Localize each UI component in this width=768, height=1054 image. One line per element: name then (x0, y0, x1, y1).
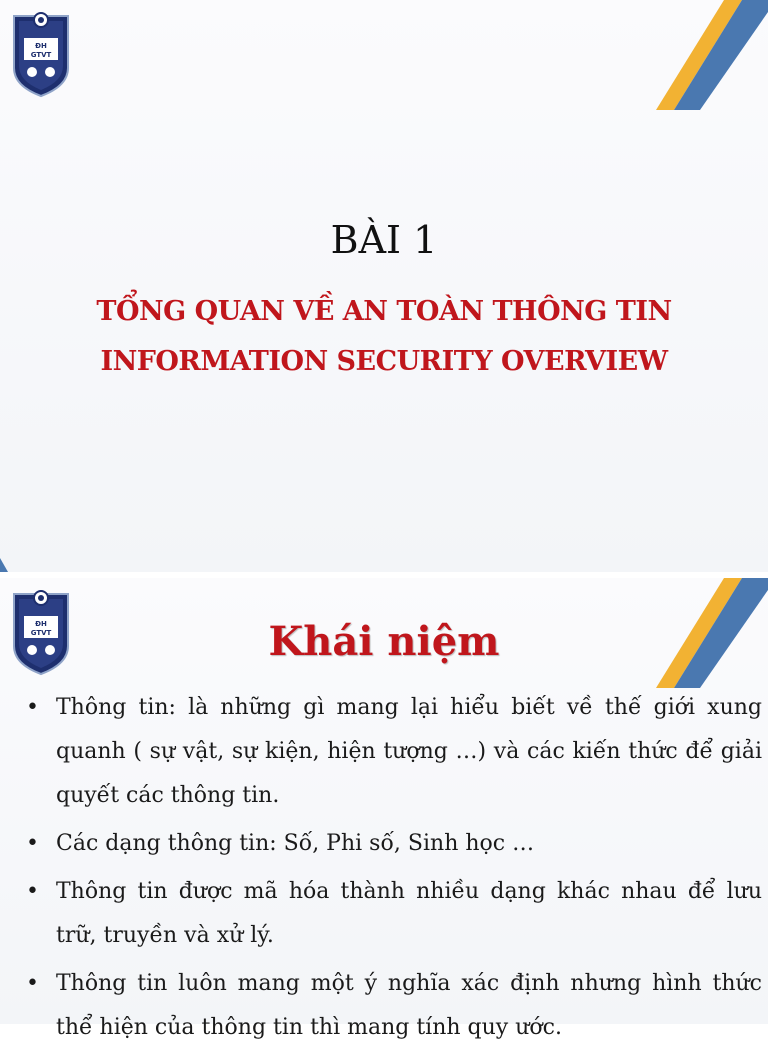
section-title: Khái niệm (268, 618, 500, 665)
list-item (22, 870, 762, 958)
lesson-subtitle-vietnamese: TỔNG QUAN VỀ AN TOÀN THÔNG TIN (96, 296, 672, 327)
bullet-list (22, 686, 762, 1054)
bullet-text: Thông tin được mã hóa thành nhiều dạng khác nhau để lưu trữ, truyền và xử lý. (56, 879, 762, 948)
bullet-icon: • (26, 695, 39, 720)
bullet-text: Thông tin luôn mang một ý nghĩa xác định nhưng hình thức thể hiện của thông tin thì mang tính quy ước. (56, 971, 762, 1040)
lesson-title: BÀI 1 (330, 218, 438, 262)
svg-text:GTVT: GTVT (30, 51, 52, 59)
bullet-text: Các dạng thông tin: Số, Phi số, Sinh học … (56, 831, 535, 856)
slide-2 (0, 578, 768, 1040)
corner-mark (0, 558, 8, 572)
list-item (22, 962, 762, 1050)
svg-text:ĐH: ĐH (35, 42, 47, 50)
list-item (22, 822, 762, 866)
svg-text:GTVT: GTVT (30, 629, 52, 637)
list-item (22, 686, 762, 818)
lesson-subtitle-english: INFORMATION SECURITY OVERVIEW (100, 346, 668, 377)
corner-stripes-decoration (638, 0, 768, 110)
svg-text:ĐH: ĐH (35, 620, 47, 628)
university-crest-icon (8, 6, 74, 98)
bullet-icon: • (26, 831, 39, 856)
bullet-text: Thông tin: là những gì mang lại hiểu biết về thế giới xung quanh ( sự vật, sự kiện, hiện tượng …) và các kiến thức để giải quyết các thông tin. (56, 695, 762, 808)
bullet-icon: • (26, 879, 39, 904)
bullet-icon: • (26, 971, 39, 996)
